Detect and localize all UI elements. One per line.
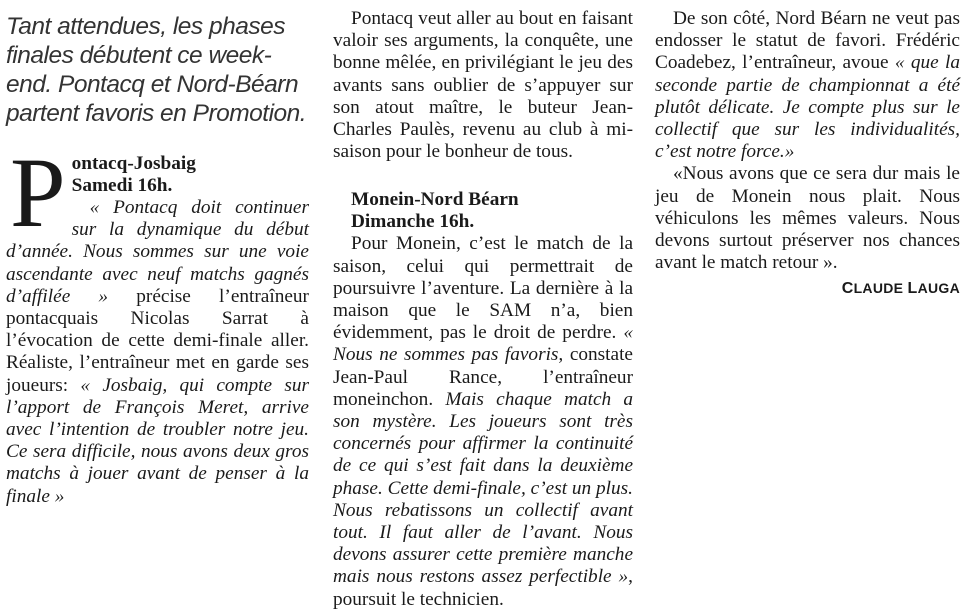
match-1-quote-2: « Josbaig, qui compte sur l’apport de François Meret, arrive avec l’intention de troubler notre jeu. Ce sera difficile, nous avons deux gros matchs à jouer avant de penser à la finale » bbox=[6, 374, 309, 507]
match-1-paragraph-1 bbox=[6, 197, 309, 508]
match-1-section bbox=[6, 137, 309, 508]
match-2-text-4: De son côté, Nord Béarn ne veut pas endosser le statut de favori. Frédéric Coadebez, l’entraîneur, avoue bbox=[655, 8, 960, 74]
match-1-text-1: précise l’entraîneur pontacquais Nicolas Sarrat à l’évocation de cette demi-finale aller. Réaliste, l’entraîneur met en garde ses joueurs: bbox=[6, 285, 309, 396]
match-1-date: Samedi 16h. bbox=[71, 175, 173, 196]
match-2-quote-1: « Nous ne sommes pas favoris, bbox=[333, 322, 633, 366]
match-2-section bbox=[333, 189, 633, 610]
sig-first-initial: C bbox=[841, 280, 854, 298]
match-2-quote-2: Mais chaque match a son mystère. Les joueurs sont très concernés pour affirmer la continuité de ce qui s’est fait dans la deuxième phase. Cette demi-finale, c’est un plus. Nous rebatissons un collectif avant tout. Il faut aller de l’avant. Nous devons assurer cette première manche mais nous restons assez perfectible » bbox=[333, 388, 633, 588]
sig-last-initial: L bbox=[907, 280, 918, 298]
match-2-paragraph-3: «Nous avons que ce sera dur mais le jeu de Monein nous plait. Nous véhiculons les mêmes valeurs. Nous devons surtout préserver nos chances avant le match retour ». bbox=[655, 163, 960, 274]
match-2-text-3: , poursuit le technicien. bbox=[333, 566, 633, 610]
sig-last-rest: AUGA bbox=[917, 280, 960, 297]
match-2-paragraph-2 bbox=[655, 8, 960, 163]
match-2-text-2: constate Jean-Paul Rance, l’entraîneur moneinchon. bbox=[333, 344, 633, 410]
article-intro: Tant attendues, les phases finales débutent ce week-end. Pontacq et Nord-Béarn partent favoris en Promotion. bbox=[6, 13, 307, 127]
match-2-date: Dimanche 16h. bbox=[351, 211, 475, 233]
author-signature bbox=[655, 280, 960, 298]
sig-first-rest: LAUDE bbox=[853, 280, 904, 297]
match-2-text-1: Pour Monein, c’est le match de la saison, celui qui permettrait de poursuivre l’aventure. La dernière à la maison que le SAM n’a, bien évidemment, pas le droit de perdre. bbox=[333, 233, 633, 344]
match-1-quote-1: « Pontacq doit continuer sur la dynamique du début d’année. Nous sommes sur une voie ascendante avec neuf matchs gagnés d’affilée » bbox=[6, 197, 309, 307]
match-2-paragraph-1 bbox=[333, 233, 633, 610]
column-1 bbox=[6, 0, 309, 508]
match-2-quote-3: « que la seconde partie de championnat a été plutôt délicate. Je compte plus sur le collectif que sur les individualités, c’est notre force.» bbox=[655, 52, 961, 163]
match-2-title bbox=[351, 189, 633, 233]
match-2-title-text: Monein-Nord Béarn bbox=[351, 189, 519, 211]
column-3 bbox=[655, 0, 960, 298]
drop-cap: P bbox=[10, 137, 66, 248]
column-2 bbox=[333, 0, 633, 611]
match-1-paragraph-2: Pontacq veut aller au bout en faisant valoir ses arguments, la conquête, une bonne mêlée, en privilégiant le jeu des avants sans oublier de s’appuyer sur son atout maître, le buteur Jean-Charles Paulès, revenu au club à mi-saison pour le bonheur de tous. bbox=[333, 8, 633, 163]
match-1-title-text: ontacq-Josbaig bbox=[71, 153, 196, 174]
